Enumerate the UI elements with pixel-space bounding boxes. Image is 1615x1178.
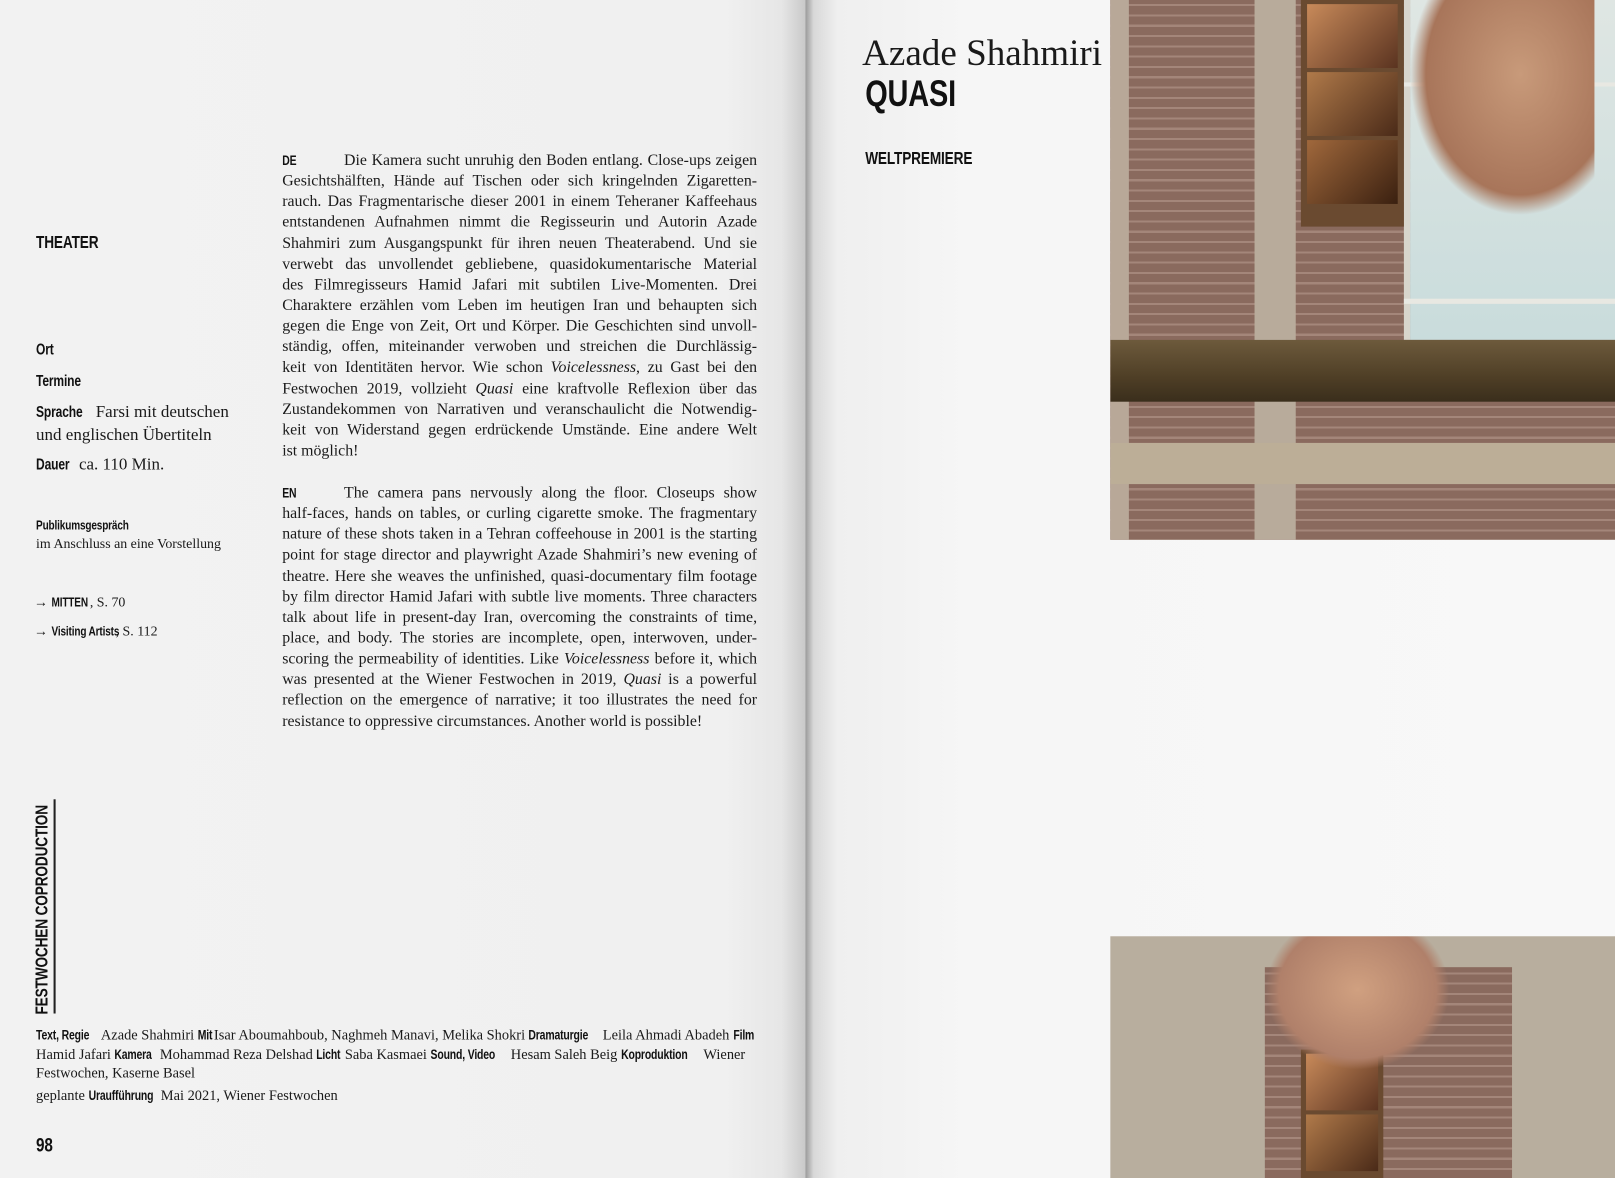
text-line: [282, 504, 757, 525]
sprache-value-2: und englischen Übertiteln: [36, 424, 212, 444]
credit-name: Hamid Jafari: [36, 1047, 111, 1063]
credit-name: Leila Ahmadi Abadeh: [602, 1027, 730, 1044]
text-line: [282, 296, 757, 317]
hand: [1409, 0, 1594, 216]
talk-label: Publikumsgespräch: [36, 518, 129, 533]
text-line: [282, 566, 757, 587]
ort-label: Ort: [36, 340, 54, 359]
text-segment: keit von Identitäten hervor. Wie schon: [282, 358, 551, 377]
production-photo-top: [1110, 0, 1615, 540]
text-segment: eine kraftvolle Reflexion über das: [513, 379, 758, 398]
text-line: [282, 379, 757, 400]
lang-tag-de: DE: [282, 152, 297, 168]
ref-link-visiting-artists[interactable]: → Visiting Artists, S. 112: [33, 623, 158, 639]
credit-name: Wiener Festwochen, Kaserne Basel: [36, 1047, 746, 1082]
text-segment: des Filmregisseurs Hamid Jafari mit subtilen Live-Momenten. Drei: [282, 275, 758, 294]
text-segment: place, and body. The stories are incomplete, open, interwoven, under-: [282, 629, 758, 647]
termine-label: Termine: [36, 372, 81, 391]
text-segment: Die Kamera sucht unruhig den Boden entlang. Close-ups zeigen: [344, 151, 758, 169]
credit-role: Kamera: [114, 1046, 152, 1062]
credits: [36, 1026, 757, 1084]
text-segment: talk about life in present-day Iran, overcoming the constraints of time,: [282, 608, 758, 627]
text-segment: rauch. Das Fragmentarische dieser 2001 in einem Teheraner Kaffeehaus: [282, 192, 758, 211]
arrow-right-icon: →: [33, 623, 48, 639]
text-line: [282, 399, 757, 420]
credit-name: Hesam Saleh Beig: [510, 1047, 618, 1063]
credit-role: Mit: [197, 1026, 213, 1043]
railing: [1110, 340, 1615, 402]
text-segment: resistance to oppressive circumstances. Another world is possible!: [282, 712, 703, 730]
vertical-rule: [54, 799, 56, 1013]
text-segment: was presented at the Wiener Festwochen in 2019,: [282, 670, 624, 689]
text-segment: is a powerful: [661, 670, 758, 689]
text-line: [282, 525, 757, 546]
text-segment: by film director Hamid Jafari with subtle live moments. Three characters: [282, 587, 758, 606]
text-line: [282, 213, 757, 234]
premiere-info: geplante Uraufführung Mai 2021, Wiener Festwochen: [36, 1087, 338, 1105]
text-segment: verwebt das unvollendet gebliebene, quasidokumentarische Material: [282, 255, 758, 273]
italic-title: Voicelessness: [550, 358, 637, 377]
text-line: [282, 254, 757, 275]
text-segment: The camera pans nervously along the floor. Closeups show: [344, 484, 758, 502]
vertical-label: FESTWOCHEN COPRODUCTION: [31, 805, 52, 1015]
text-line: [282, 420, 757, 441]
text-line: [282, 275, 757, 296]
text-segment: ist möglich!: [282, 441, 359, 460]
text-line: [282, 171, 757, 192]
text-line: [282, 649, 757, 670]
text-line: [282, 711, 757, 732]
text-line: [282, 670, 757, 691]
talk-value: im Anschluss an eine Vorstellung: [36, 535, 221, 552]
text-segment: gegen die Enge von Zeit, Ort und Körper. Die Geschichten sind unvoll-: [282, 317, 758, 335]
artist-name: Azade Shahmiri: [862, 31, 1103, 74]
italic-title: Voicelessness: [563, 650, 650, 668]
text-segment: half-faces, hands on tables, or curling cigarette smoke. The fragmentary: [282, 504, 758, 523]
text-segment: theatre. Here she weaves the unfinished, quasi-documentary film footage: [282, 567, 758, 585]
production-photo-bottom: [1110, 936, 1615, 1178]
info-dauer: [36, 453, 164, 476]
text-line: [282, 316, 757, 337]
text-segment: reflection on the emergence of narrative; it too illustrates the need for: [282, 691, 758, 710]
text-line: [282, 233, 757, 254]
text-segment: Shahmiri zum Ausgangspunkt für ihren neuen Theaterabend. Und sie: [282, 234, 758, 252]
text-line: [282, 628, 757, 649]
text-line: [282, 441, 757, 462]
dauer-label: Dauer: [36, 456, 70, 474]
text-line: [282, 192, 757, 213]
sprache-value: Farsi mit deutschen: [95, 401, 229, 422]
text-segment: Charaktere erzählen vom Leben im heutigen Iran und behaupten sich: [282, 296, 758, 315]
page-number: 98: [36, 1135, 53, 1157]
text-segment: Zustandekommen von Narrativen und veranschaulicht die Notwendig-: [282, 400, 758, 418]
text-line: [282, 545, 757, 566]
text-line: [282, 358, 757, 379]
talk-info: [36, 516, 221, 552]
hand: [1265, 936, 1450, 1070]
info-ort: [36, 338, 54, 361]
text-line: [282, 150, 757, 171]
credit-role: Sound, Video: [430, 1046, 496, 1062]
credit-role: Dramaturgie: [528, 1026, 589, 1043]
text-segment: nature of these shots taken in a Tehran coffeehouse in 2001 is the starting: [282, 525, 758, 544]
text-segment: scoring the permeability of identities. Like: [282, 650, 564, 668]
credit-name: Azade Shahmiri: [100, 1027, 195, 1044]
text-line: [282, 691, 757, 712]
dauer-value: ca. 110 Min.: [78, 454, 165, 474]
credit-name: Mohammad Reza Delshad: [159, 1047, 313, 1063]
photo-strip: [1301, 0, 1404, 227]
text-segment: ständig, offen, miteinander verwoben und streichen die Durchlässig-: [282, 338, 758, 356]
category-label: THEATER: [36, 232, 99, 253]
text-de: [282, 150, 757, 461]
credit-role: Text, Regie: [36, 1026, 90, 1043]
text-segment: , zu Gast bei den: [636, 358, 758, 377]
text-segment: keit von Widerstand gegen erdrückende Umstände. Eine andere Welt: [282, 421, 758, 439]
credit-role: Film: [732, 1026, 754, 1043]
sprache-label: Sprache: [36, 403, 83, 422]
credit-name: Saba Kasmaei: [344, 1047, 427, 1063]
text-segment: before it, which: [649, 650, 758, 668]
text-segment: Gesichtshälften, Hände auf Tischen oder sich kringelnden Zigaretten-: [282, 172, 758, 190]
italic-title: Quasi: [475, 379, 514, 398]
right-page: [805, 0, 1615, 1178]
text-line: [282, 608, 757, 629]
premiere-label: WELTPREMIERE: [865, 148, 973, 168]
lang-tag-en: EN: [282, 485, 297, 501]
ref-link-mitten[interactable]: → MITTEN , S. 70: [33, 594, 126, 610]
text-segment: point for stage director and playwright Azade Shahmiri’s new evening of: [282, 546, 758, 564]
text-segment: entstandenen Aufnahmen nimmt die Regisseurin und Autorin Azade: [282, 213, 758, 232]
text-line: [282, 587, 757, 608]
arrow-right-icon: →: [33, 594, 48, 610]
info-termine: [36, 370, 89, 393]
text-segment: Festwochen 2019, vollzieht: [282, 379, 476, 398]
left-page: [0, 0, 805, 1178]
info-sprache: [36, 401, 229, 445]
credit-role: Koproduktion: [620, 1046, 688, 1062]
credit-name: Isar Aboumahboub, Naghmeh Manavi, Melika Shokri: [213, 1027, 526, 1044]
text-line: [282, 337, 757, 358]
text-en: [282, 483, 757, 732]
show-title: QUASI: [865, 72, 956, 115]
text-line: [282, 483, 757, 504]
credit-role: Licht: [316, 1046, 341, 1062]
italic-title: Quasi: [623, 670, 662, 689]
